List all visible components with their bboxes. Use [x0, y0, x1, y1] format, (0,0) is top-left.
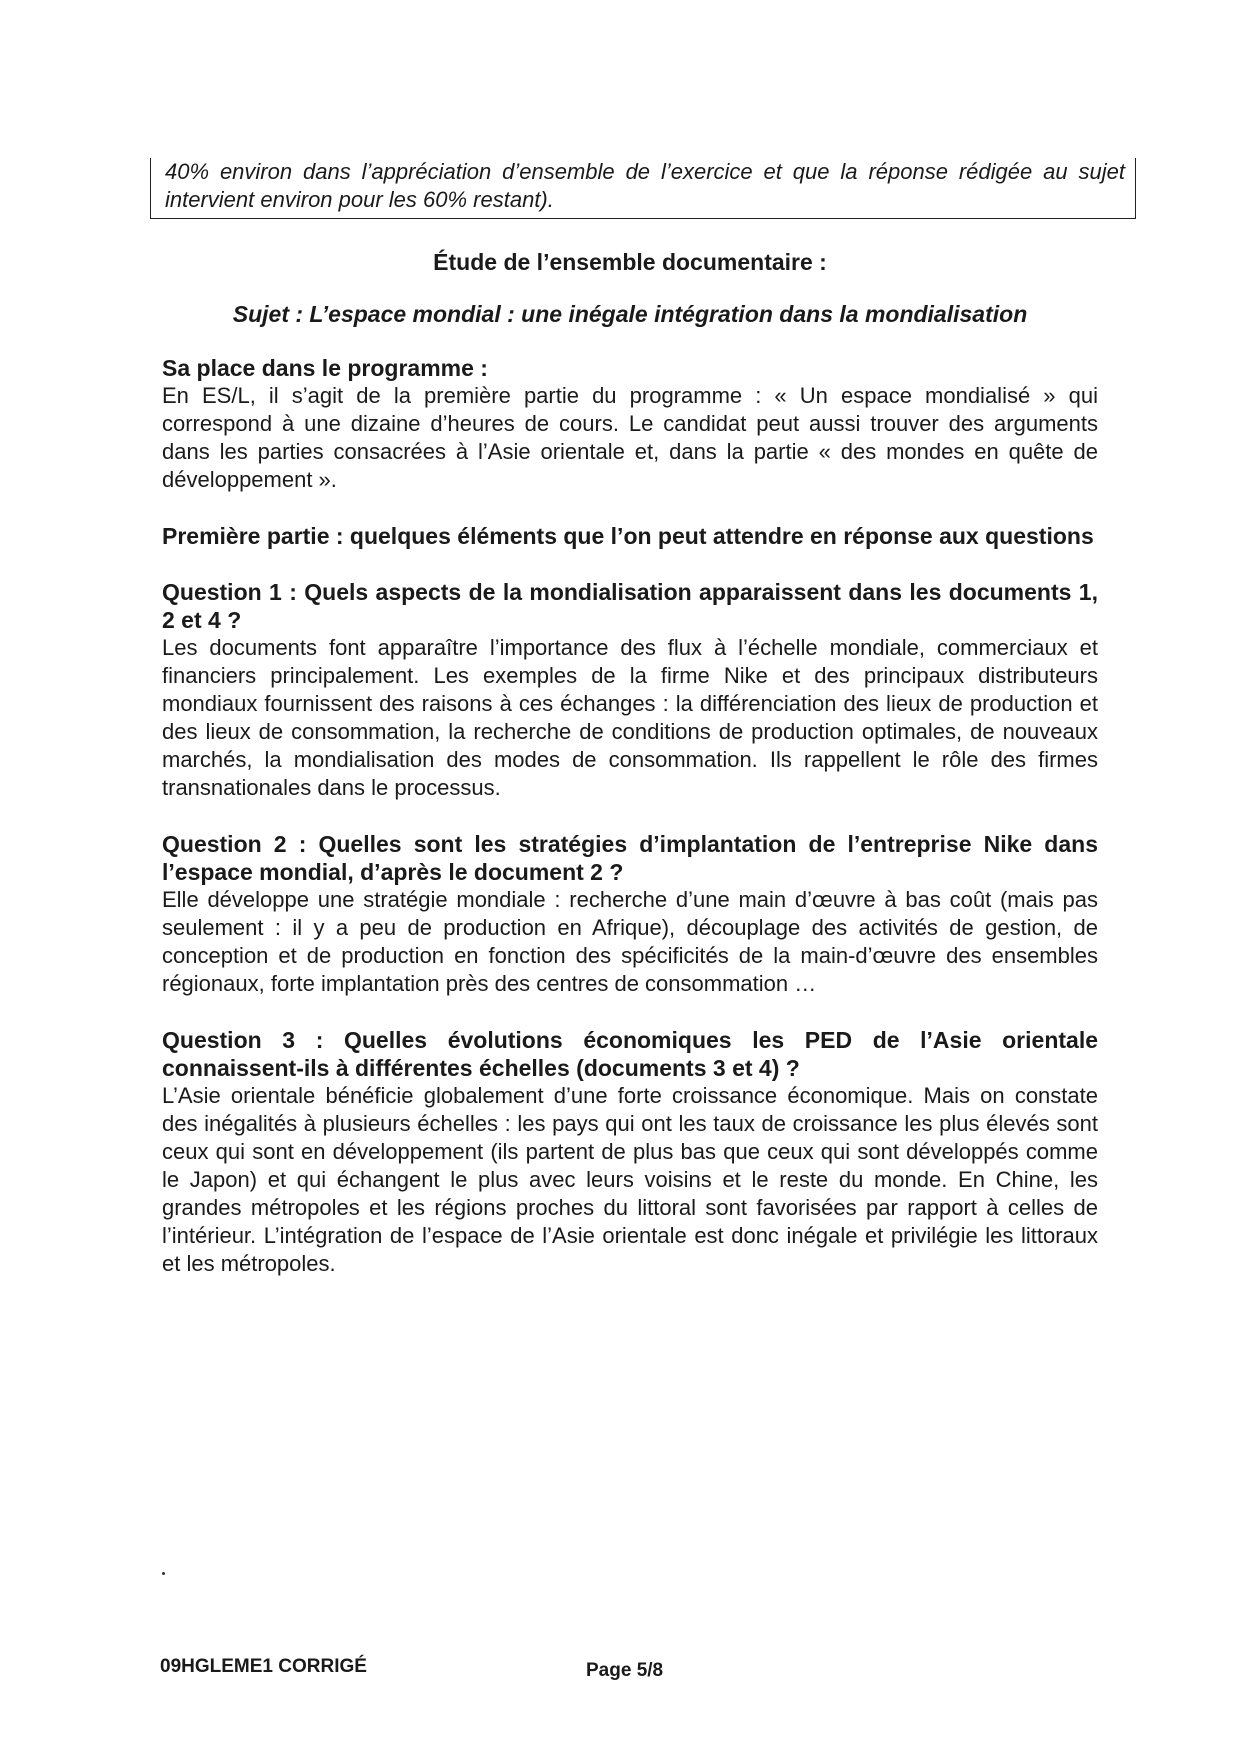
- question-2-heading: Question 2 : Quelles sont les stratégies d’implantation de l’entreprise Nike dans l’espace mondial, d’après le document 2 ?: [162, 831, 1098, 885]
- question-2: [162, 830, 1098, 998]
- question-1-answer: Les documents font apparaître l’importance des flux à l’échelle mondiale, commerciaux et financiers principalement. Les exemples de la firme Nike et des principaux distributeurs mondiaux fournissent des raisons à ces échanges : la différenciation des lieux de production et des lieux de consommation, la recherche de conditions de production optimales, de nouveaux marchés, la mondialisation des modes de consommation. Ils rappellent le rôle des firmes transnationales dans le processus.: [162, 635, 1098, 800]
- footer-page-number: Page 5/8: [586, 1660, 664, 1681]
- boxed-note-text: 40% environ dans l’appréciation d’ensemble de l’exercice et que la réponse rédigée au sujet intervient environ pour les 60% restant).: [165, 159, 1125, 212]
- document-study-title: Étude de l’ensemble documentaire :: [433, 249, 827, 275]
- main-content: [162, 248, 1098, 1306]
- question-3-answer: L’Asie orientale bénéficie globalement d’une forte croissance économique. Mais on constate des inégalités à plusieurs échelles : les pays qui ont les taux de croissance les plus élevés sont ceux qui sont en développement (ils partent de plus bas que ceux qui sont développés comme le Japon) et qui échangent le plus avec leurs voisins et le reste du monde. En Chine, les grandes métropoles et les régions proches du littoral sont favorisées par rapport à celles de l’intérieur. L’intégration de l’espace de l’Asie orientale est donc inégale et privilégie les littoraux et les métropoles.: [162, 1083, 1098, 1276]
- part1-heading: Première partie : quelques éléments que l’on peut attendre en réponse aux questions: [162, 523, 1094, 549]
- question-3: [162, 1026, 1098, 1278]
- question-2-answer: Elle développe une stratégie mondiale : recherche d’une main d’œuvre à bas coût (mais pas seulement : il y a peu de production en Afrique), découplage des activités de gestion, de conception et de production en fonction des spécificités de la main-d’œuvre des ensembles régionaux, forte implantation près des centres de consommation …: [162, 887, 1098, 996]
- question-3-heading: Question 3 : Quelles évolutions économiques les PED de l’Asie orientale connaissent-ils à différentes échelles (documents 3 et 4) ?: [162, 1027, 1098, 1081]
- footer-document-code: 09HGLEME1 CORRIGÉ: [160, 1656, 367, 1677]
- scan-speck: [162, 1572, 165, 1575]
- question-1-heading: Question 1 : Quels aspects de la mondialisation apparaissent dans les documents 1, 2 et 4 ?: [162, 579, 1098, 633]
- subject-title: Sujet : L’espace mondial : une inégale intégration dans la mondialisation: [232, 301, 1028, 327]
- question-1: [162, 578, 1098, 802]
- programme-text: En ES/L, il s’agit de la première partie du programme : « Un espace mondialisé » qui correspond à une dizaine d’heures de cours. Le candidat peut aussi trouver des arguments dans les parties consacrées à l’Asie orientale et, dans la partie « des mondes en quête de développement ».: [162, 383, 1098, 492]
- programme-heading: Sa place dans le programme :: [162, 355, 488, 381]
- boxed-note: [150, 158, 1136, 219]
